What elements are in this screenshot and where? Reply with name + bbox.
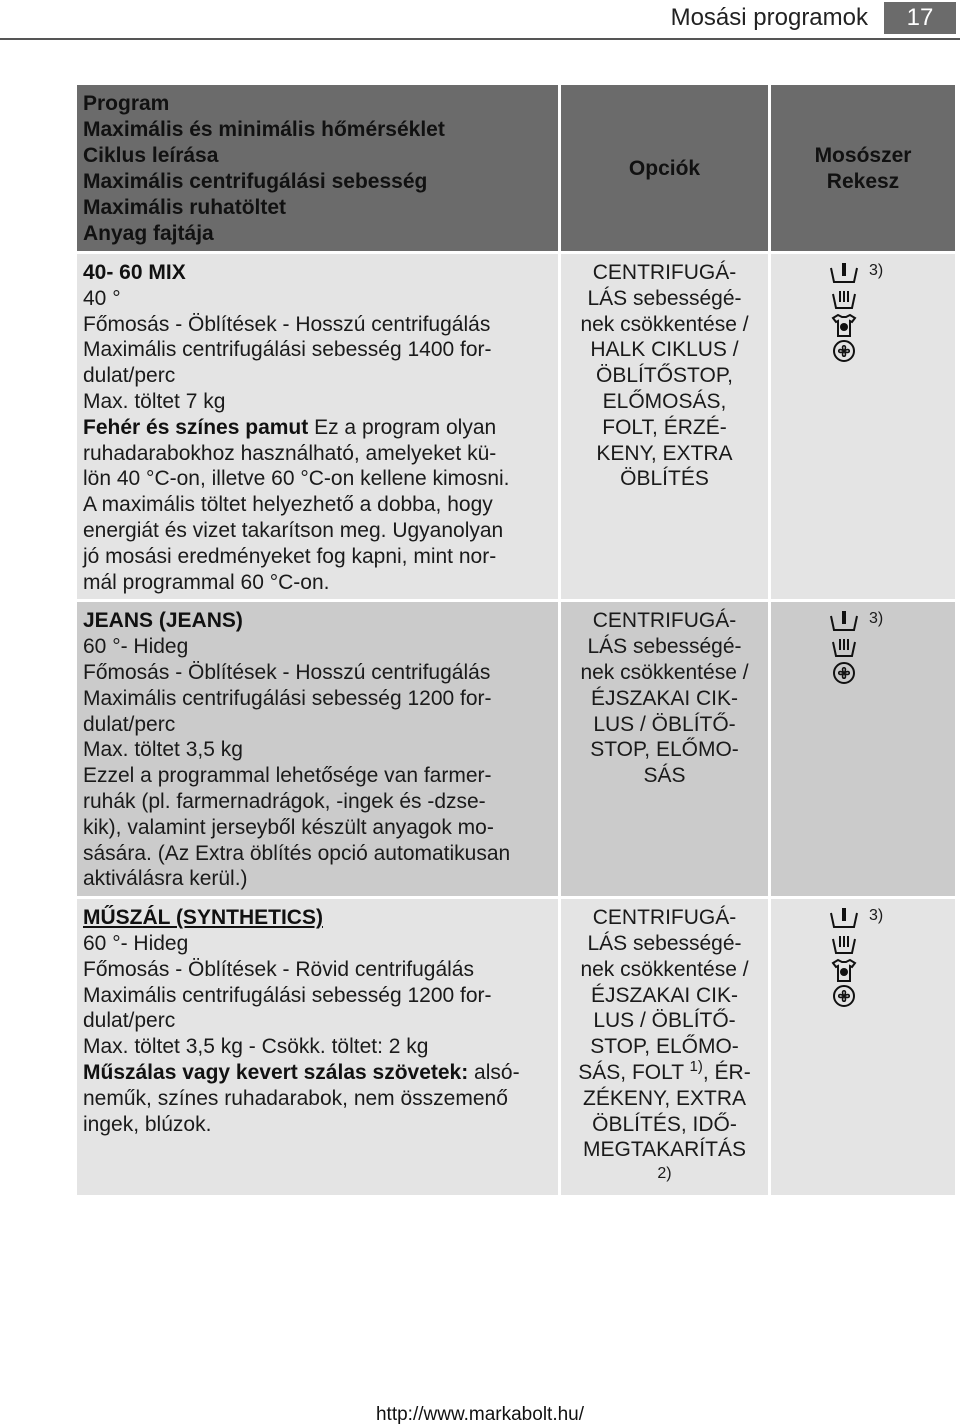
option-text: nek csökkentése / [580, 660, 749, 684]
desc-text: jó mosási eredményeket fog kapni, mint nor- [83, 544, 497, 568]
option-text: SÁS [643, 764, 686, 788]
page-number: 17 [884, 2, 956, 34]
option-text: STOP, ELŐMO- [590, 1035, 739, 1059]
stain-compartment-icon [829, 312, 859, 338]
desc-text: energiát és vizet takarítson meg. Ugyanolyan [83, 518, 504, 542]
program-cycle: Főmosás - Öblítések - Hosszú centrifugálás [83, 660, 491, 684]
program-spin: Maximális centrifugálási sebesség 1400 for- [83, 338, 492, 362]
option-text-part: , ÉR- [702, 1060, 751, 1084]
option-text: STOP, ELŐMO- [590, 738, 739, 762]
head-line: Maximális ruhatöltet [83, 196, 287, 219]
program-spin: Maximális centrifugálási sebesség 1200 for- [83, 686, 492, 710]
program-spin: dulat/perc [83, 364, 176, 388]
desc-text: neműk, színes ruhadarabok, nem összemenő [83, 1086, 508, 1110]
desc-text: kik), valamint jerseyből készült anyagok mo- [83, 815, 494, 839]
option-text: LÁS sebességé- [587, 635, 742, 659]
head-line: Anyag fajtája [83, 222, 214, 245]
head-options-label: Opciók [628, 157, 701, 180]
fabric-type: Fehér és színes pamut [83, 415, 309, 439]
program-spin: dulat/perc [83, 712, 176, 736]
footnote-ref: 3) [869, 610, 884, 628]
desc-text: Ezzel a programmal lehetősége van farmer- [83, 764, 492, 788]
head-line: Maximális centrifugálási sebesség [83, 170, 428, 193]
program-desc [83, 415, 552, 441]
option-text: nek csökkentése / [580, 957, 749, 981]
program-desc [83, 1060, 552, 1086]
option-text-part: SÁS, FOLT [578, 1060, 690, 1084]
softener-compartment-icon [829, 983, 859, 1009]
head-line: Mosószer [814, 144, 912, 167]
prewash-compartment-icon [829, 634, 859, 660]
program-temp: 40 ° [83, 286, 121, 310]
program-load: Max. töltet 3,5 kg [83, 738, 243, 762]
header-program [77, 85, 558, 251]
desc-text: A maximális töltet helyezhető a dobba, hogy [83, 493, 493, 517]
softener-compartment-icon [829, 338, 859, 364]
option-text [567, 1057, 762, 1086]
program-temp: 60 °- Hideg [83, 635, 189, 659]
program-cell [77, 899, 558, 1195]
prewash-compartment-icon [829, 286, 859, 312]
desc-text: sására. (Az Extra öblítés opció automatikusan [83, 841, 511, 865]
option-text: CENTRIFUGÁ- [592, 261, 737, 284]
option-text: LUS / ÖBLÍTŐ- [593, 1009, 736, 1033]
table-row [77, 602, 955, 896]
option-text: ELŐMOSÁS, [602, 389, 727, 413]
head-line: Rekesz [826, 170, 900, 193]
prewash-compartment-icon [829, 931, 859, 957]
option-text: ZÉKENY, EXTRA [583, 1086, 746, 1110]
desc-text: ruhák (pl. farmernadrágok, -ingek és -dzse- [83, 789, 486, 813]
table-row [77, 254, 955, 599]
footer-url: http://www.markabolt.hu/ [375, 1404, 585, 1425]
header-options [561, 85, 768, 251]
head-line: Ciklus leírása [83, 144, 219, 167]
desc-text: Ez a program olyan [308, 415, 497, 439]
program-cycle: Főmosás - Öblítések - Hosszú centrifugálás [83, 312, 491, 336]
option-text: CENTRIFUGÁ- [592, 609, 737, 633]
detergent-cell [771, 899, 955, 1195]
option-text: CENTRIFUGÁ- [592, 906, 737, 930]
desc-text: aktiválásra kerül.) [83, 867, 248, 891]
table-row [77, 899, 955, 1195]
desc-text: lön 40 °C-on, illetve 60 °C-on kellene kimosni. [83, 467, 510, 491]
head-line: Program [83, 92, 170, 115]
program-temp: 60 °- Hideg [83, 931, 189, 955]
head-line: Maximális és minimális hőmérséklet [83, 118, 445, 141]
main-wash-compartment-icon [829, 260, 859, 286]
program-table [74, 82, 958, 1198]
program-cycle: Főmosás - Öblítések - Rövid centrifugálás [83, 957, 474, 981]
fabric-type: Műszálas vagy kevert szálas szövetek: [83, 1060, 469, 1084]
options-cell [561, 602, 768, 896]
footnote-ref: 1) [689, 1057, 703, 1075]
options-cell [561, 254, 768, 599]
softener-compartment-icon [829, 660, 859, 686]
program-cell [77, 254, 558, 599]
option-text: ÉJSZAKAI CIK- [590, 983, 739, 1007]
footnote-ref: 3) [869, 907, 884, 925]
option-text: ÖBLÍTÉS, IDŐ- [592, 1112, 737, 1136]
header-detergent [771, 85, 955, 251]
option-text: ÖBLÍTŐSTOP, [596, 364, 733, 388]
desc-text: ruhadarabokhoz használható, amelyeket kü- [83, 441, 497, 465]
program-cell [77, 602, 558, 896]
program-name: MŰSZÁL (SYNTHETICS) [83, 906, 323, 930]
main-wash-compartment-icon [829, 905, 859, 931]
program-name: 40- 60 MIX [83, 261, 186, 284]
page-header [0, 0, 960, 40]
program-load: Max. töltet 7 kg [83, 389, 226, 413]
stain-compartment-icon [829, 957, 859, 983]
section-title: Mosási programok [670, 4, 868, 31]
option-text: HALK CIKLUS / [590, 338, 739, 362]
program-spin: Maximális centrifugálási sebesség 1200 for- [83, 983, 492, 1007]
option-text: ÖBLÍTÉS [620, 467, 709, 491]
option-text: FOLT, ÉRZÉ- [602, 415, 727, 439]
options-cell [561, 899, 768, 1195]
option-text: MEGTAKARÍTÁS [583, 1138, 746, 1162]
footnote-ref: 3) [869, 262, 884, 279]
main-wash-compartment-icon [829, 608, 859, 634]
desc-text: alsó- [468, 1060, 520, 1084]
detergent-cell [771, 254, 955, 599]
option-text: nek csökkentése / [580, 312, 749, 336]
detergent-cell [771, 602, 955, 896]
program-spin: dulat/perc [83, 1009, 176, 1033]
option-text: LÁS sebességé- [587, 286, 742, 310]
option-text: LUS / ÖBLÍTŐ- [593, 712, 736, 736]
program-load: Max. töltet 3,5 kg - Csökk. töltet: 2 kg [83, 1035, 429, 1059]
desc-text: ingek, blúzok. [83, 1112, 212, 1136]
option-text: LÁS sebességé- [587, 931, 742, 955]
program-name: JEANS (JEANS) [83, 609, 243, 633]
option-text: KENY, EXTRA [596, 441, 733, 465]
footnote-ref: 2) [657, 1165, 672, 1183]
desc-text: mál programmal 60 °C-on. [83, 570, 330, 594]
option-text: ÉJSZAKAI CIK- [590, 686, 739, 710]
